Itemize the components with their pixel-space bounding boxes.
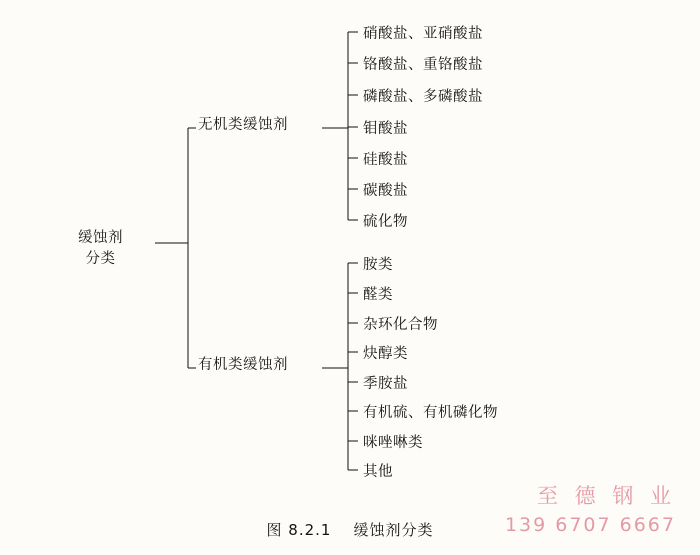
root-node [78,228,123,270]
figure-title: 缓蚀剂分类 [353,521,434,539]
root-node-label-line2: 分类 [85,251,116,268]
branch-label-organic: 有机类缓蚀剂 [198,357,288,373]
leaf-organic-5: 有机硫、有机磷化物 [363,405,498,421]
root-node-label-line1: 缓蚀剂 [78,230,123,246]
leaf-organic-4: 季胺盐 [363,376,408,392]
leaf-organic-7: 其他 [363,464,393,480]
leaf-organic-3: 炔醇类 [363,346,408,362]
watermark-phone: 139 6707 6667 [504,514,676,536]
leaf-inorganic-4: 硅酸盐 [363,152,408,168]
figure-number: 图 8.2.1 [266,521,332,539]
leaf-inorganic-5: 碳酸盐 [363,183,408,199]
leaf-inorganic-6: 硫化物 [363,214,408,230]
watermark-company: 至 德 钢 业 [536,484,676,508]
leaf-organic-2: 杂环化合物 [363,317,438,333]
leaf-inorganic-0: 硝酸盐、亚硝酸盐 [363,26,483,42]
figure-caption [0,519,700,540]
leaf-inorganic-3: 钼酸盐 [363,121,408,137]
leaf-organic-0: 胺类 [363,257,393,273]
leaf-organic-6: 咪唑啉类 [363,435,423,451]
leaf-inorganic-1: 铬酸盐、重铬酸盐 [363,57,483,73]
leaf-organic-1: 醛类 [363,287,393,303]
branch-label-inorganic: 无机类缓蚀剂 [198,117,288,133]
leaf-inorganic-2: 磷酸盐、多磷酸盐 [363,89,483,105]
